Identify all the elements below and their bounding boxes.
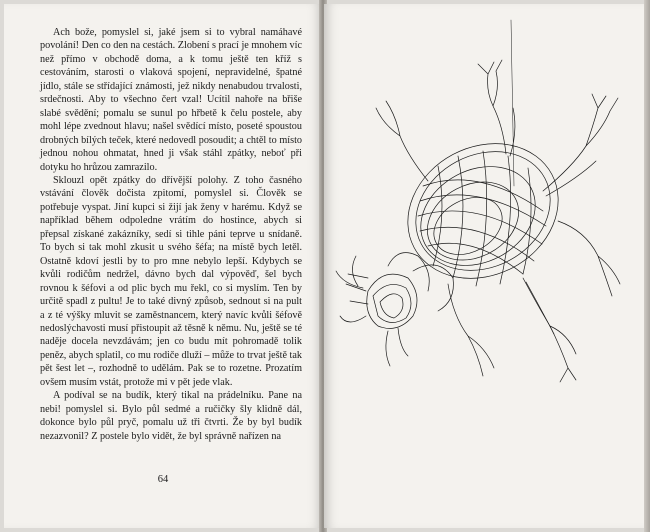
paragraph-1: Ach bože, pomyslel si, jaké jsem si to vybral namáhavé povolání! Den co den na cestách. Zlobení s prací je mnohem víc než přímo v obchodě doma, a k tomu ještě ten kříž s cestováním, starosti o vlaková spojení, nepravidelné, špatné jídlo, stále se střídající známosti, jež nikdy nenabudou trvalosti, srdečnosti. Aby to všechno čert vzal! Ucítil nahoře na břiše slabé svědění; pomalu se sunul po hřbetě k čelu postele, aby mohl lépe zvednout hlavu; našel svědící místo, poseté spoustou drobných bílých teček, které nedovedl posoudit; a chtěl to místo jednou nohou ohmatat, hned ji však stáhl zpátky, neboť při dotyku ho hrůzou zamrazilo. <box>40 27 302 173</box>
hanging-thread <box>511 20 514 186</box>
beetle-body <box>384 118 582 304</box>
paragraph-2: Sklouzl opět zpátky do dřívější polohy. Z toho časného vstávání člověk dočista zpitomí, pomyslel si. Člověk se potřebuje vyspat. Jiní kupci si žijí jak ženy v harému. Když se například během odpoledne vrátím do hostince, abych si přepsal získané zakázníky, sedí si tihle páni teprve u snídaně. To bych si tak mohl zkusit u svého šéfa; na místě bych letěl. Ostatně kdoví jestli by to pro mne nebylo lepší. Kdybych se kvůli rodičům nedržel, dávno bych dal výpověď, šel bych rovnou k šéfovi a od plic bych mu řekl, co si myslím. Ten by určitě spadl z pultu! Je to také divný způsob, sednout si na pult a z té výšky mluvit se zaměstnancem, který navíc kvůli šéfově nedoslýchavosti musí přistoupit až těsně k němu. Nu, ještě se té naděje docela nevzdávám; jen co budu mít pohromadě tolik peněz, abych splatil, co mu rodiče dluží – může to trvat ještě tak pět šest let –, rozhodně to udělám. Pak se to rozetne. Prozatím ovšem musím vstát, protože mi v pět jede vlak. <box>40 174 302 388</box>
paragraph-3: A podíval se na budík, který tikal na prádelníku. Pane na nebi! pomyslel si. Bylo půl sedmé a ručičky šly klidně dál, dokonce bylo půl pryč, pomalu už tři čtvrti. Že by byl budík nezazvonil? Z postele bylo vidět, že byl správně nařízen na <box>40 390 302 442</box>
beetle-legs <box>376 60 620 382</box>
page-number: 64 <box>157 474 169 485</box>
beetle-illustration <box>328 16 628 486</box>
page-edge <box>644 0 650 532</box>
body-text <box>40 26 302 443</box>
left-page <box>4 4 322 528</box>
